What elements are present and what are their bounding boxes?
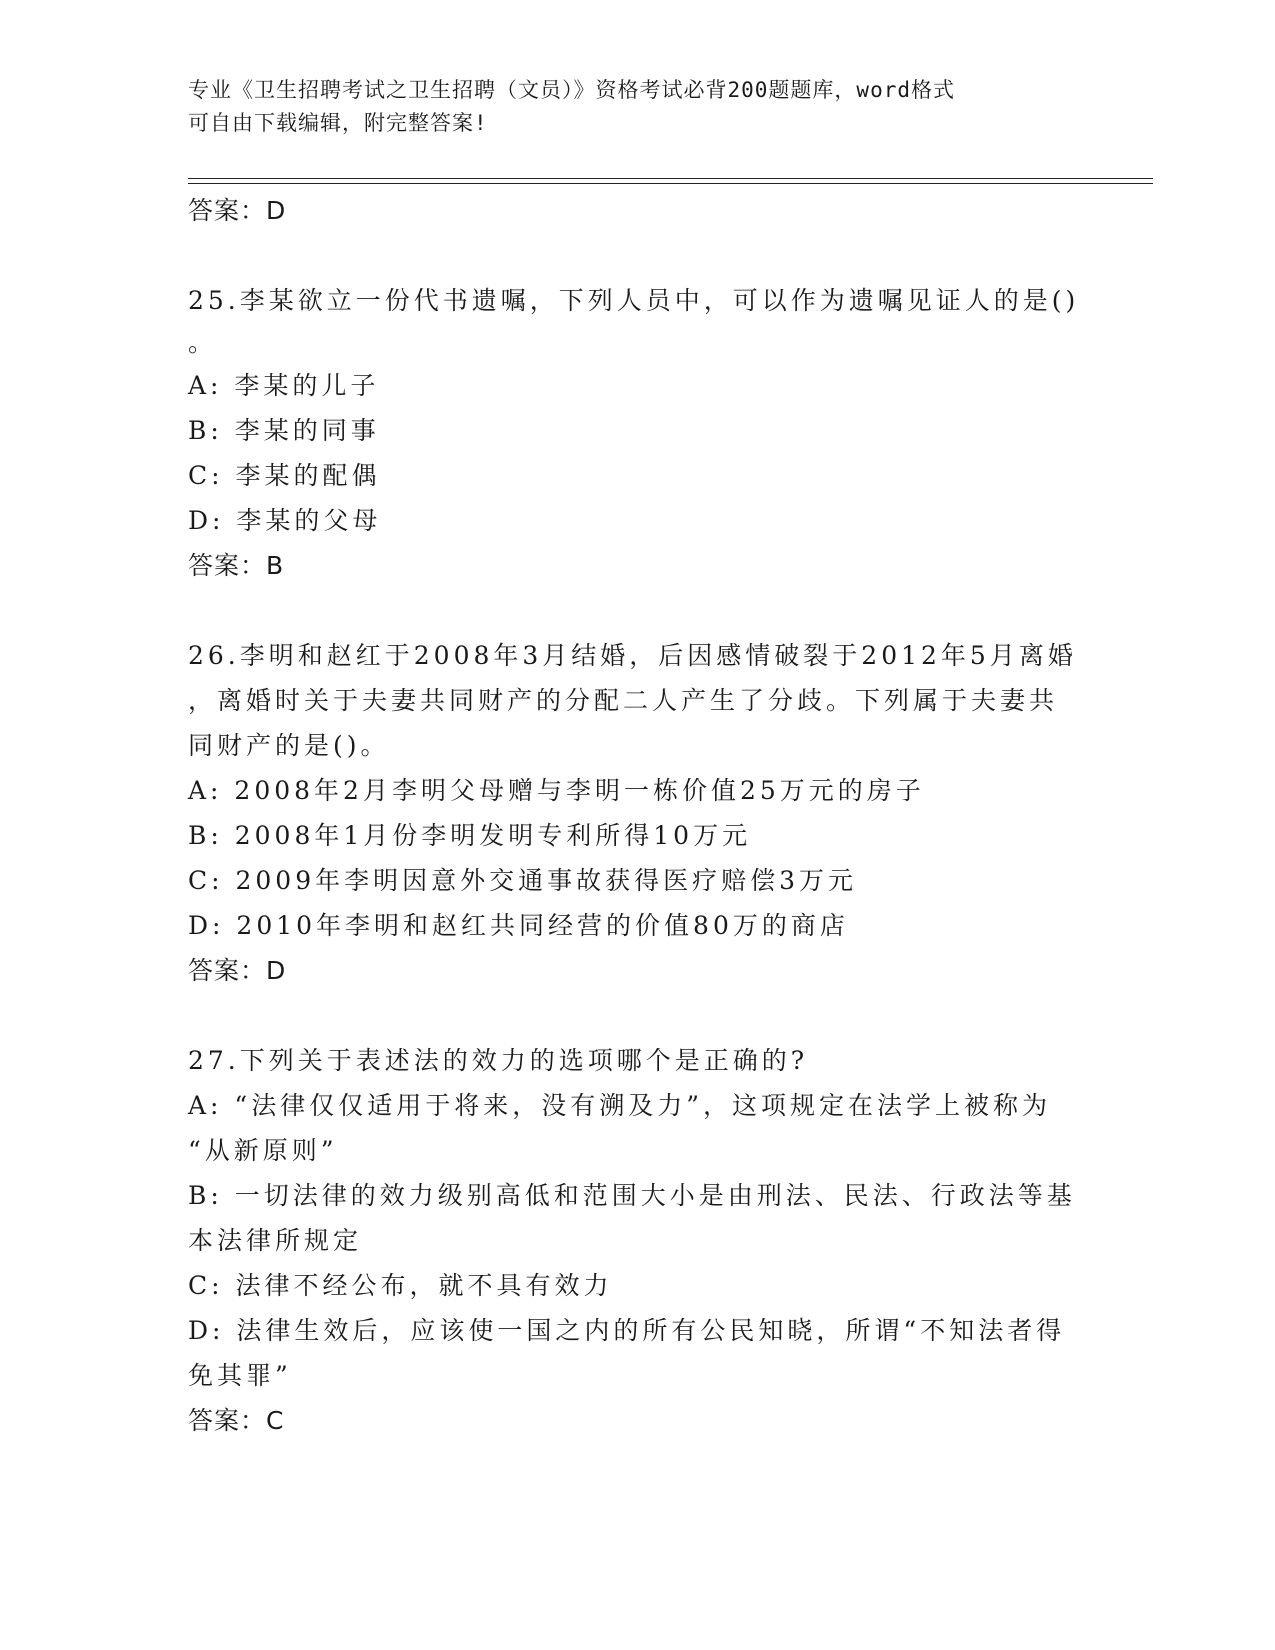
question-text-cont: ，离婚时关于夫妻共同财产的分配二人产生了分歧。下列属于夫妻共 [188, 686, 1059, 715]
question-27 [188, 1038, 1088, 1444]
option-c: C: 2009年李明因意外交通事故获得医疗赔偿3万元 [188, 866, 858, 895]
header-line-2: 可自由下载编辑，附完整答案! [188, 111, 488, 135]
option-a-cont: “从新原则” [188, 1136, 338, 1165]
header-divider-bottom [188, 183, 1153, 184]
question-text: 26.李明和赵红于2008年3月结婚，后因感情破裂于2012年5月离婚 [188, 641, 1077, 670]
option-b: B: 李某的同事 [188, 416, 380, 445]
option-b-cont: 本法律所规定 [188, 1226, 363, 1255]
answer-27: 答案：C [188, 1406, 285, 1435]
answer-26: 答案：D [188, 956, 287, 985]
question-text-cont: 。 [188, 328, 218, 357]
header-line-1: 专业《卫生招聘考试之卫生招聘（文员）》资格考试必背200题题库，word格式 [188, 78, 955, 102]
header-divider-top [188, 178, 1153, 179]
question-25 [188, 278, 1088, 589]
option-d: D: 法律生效后，应该使一国之内的所有公民知晓，所谓“不知法者得 [188, 1316, 1066, 1345]
document-body [188, 188, 1088, 1444]
option-d-cont: 免其罪” [188, 1361, 292, 1390]
answer-25: 答案：B [188, 551, 285, 580]
question-text: 25.李某欲立一份代书遗嘱，下列人员中，可以作为遗嘱见证人的是() [188, 286, 1080, 315]
option-b: B: 2008年1月份李明发明专利所得10万元 [188, 821, 752, 850]
option-a: A: “法律仅仅适用于将来，没有溯及力”，这项规定在法学上被称为 [188, 1091, 1051, 1120]
option-c: C: 法律不经公布，就不具有效力 [188, 1271, 613, 1300]
option-b: B: 一切法律的效力级别高低和范围大小是由刑法、民法、行政法等基 [188, 1181, 1076, 1210]
option-a: A: 李某的儿子 [188, 371, 380, 400]
option-d: D: 李某的父母 [188, 506, 382, 535]
answer-24: 答案：D [188, 196, 287, 225]
question-text-cont: 同财产的是()。 [188, 731, 390, 760]
question-26 [188, 633, 1088, 994]
option-c: C: 李某的配偶 [188, 461, 381, 490]
document-header [188, 74, 1068, 140]
question-text: 27.下列关于表述法的效力的选项哪个是正确的? [188, 1046, 809, 1075]
option-a: A: 2008年2月李明父母赠与李明一栋价值25万元的房子 [188, 776, 925, 805]
option-d: D: 2010年李明和赵红共同经营的价值80万的商店 [188, 911, 849, 940]
